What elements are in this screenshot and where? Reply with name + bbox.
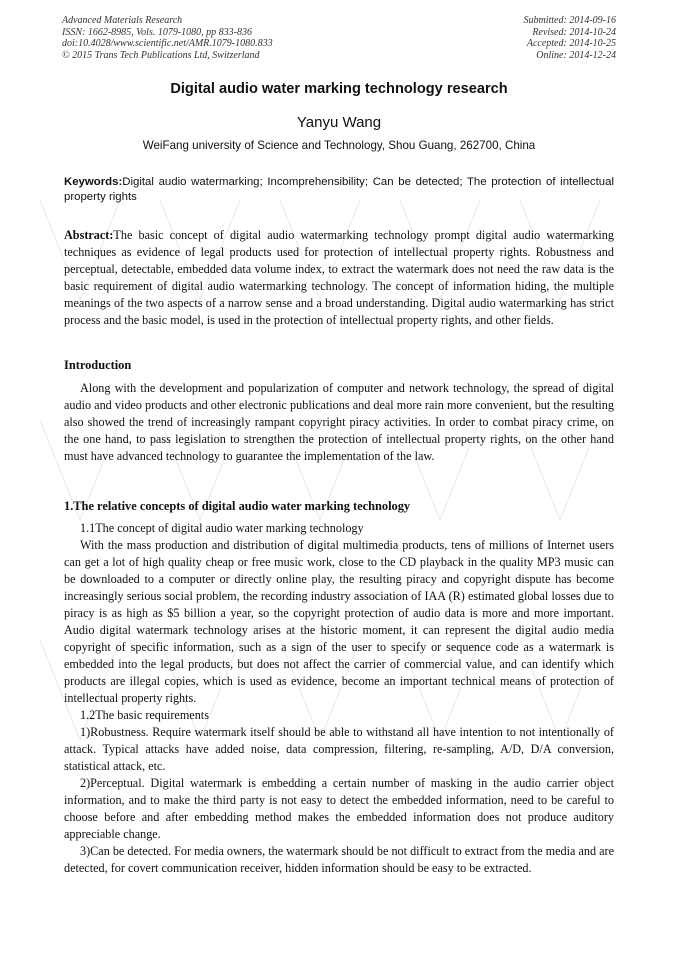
keywords-block [64,175,614,204]
online-date: Online: 2014-12-24 [536,49,616,61]
subsection-1-1-paragraph: With the mass production and distribution of digital multimedia products, tens of millions of Internet users can get a lot of high quality cheap or free music work, close to the CD playback in the quality MP3 music can be downloaded to a computer or directly online play, the resulting piracy and copyright dispute has become increasingly serious social problem, the recording industry association of IAA (R) estimated global losses due to piracy is as high as $5 billion a year, so the copyright protection of audio data is more and more important. Audio digital watermark technology arises at the historic moment, it can represent the digital audio media copyright of specific information, such as a sign of the user to specify or sequence code as a watermark is embedded into the legal products, but does not affect the carrier of commercial value, and can identify which products are illegal copies, which is used as evidence, become an important technical means of protection of intellectual property rights. [64,538,614,705]
requirement-robustness: 1)Robustness. Require watermark itself should be able to withstand all have intention to not intentionally of attack. Typical attacks have added noise, data compression, filtering, re-sampling, A/D, D/A conversion, statistical attack, etc. [64,725,614,773]
author-name: Yanyu Wang [296,114,382,131]
abstract-text: The basic concept of digital audio watermarking technology prompt digital audio watermarking techniques as evidence of legal products used for protection of intellectual property rights. Robustness and perceptual, detectable, embedded data volume index, to extract the watermark does not need the raw data is the basic requirement of digital audio watermarking technology. The concept of information hiding, the multiple meanings of the two aspects of a narrow sense and a broad understanding. Digital audio watermarking has strict process and the basic model, is used in the protection of intellectual property rights, and other fields. [64,228,614,327]
accepted-date: Accepted: 2014-10-25 [526,38,616,49]
paper-title: Digital audio water marking technology research [170,81,508,97]
author-affiliation: WeiFang university of Science and Technology, Shou Guang, 262700, China [142,139,536,152]
section1-body [64,520,614,877]
submitted-date: Submitted: 2014-09-16 [523,15,616,26]
section1-heading: 1.The relative concepts of digital audio water marking technology [64,499,411,513]
introduction-body [64,380,614,465]
copyright-line: © 2015 Trans Tech Publications Ltd, Switzerland [62,49,260,61]
introduction-heading: Introduction [64,358,132,372]
header-left [62,15,273,61]
subsection-1-1-title: 1.1The concept of digital audio water marking technology [80,521,364,535]
requirement-detectable: 3)Can be detected. For media owners, the watermark should be not difficult to extract from the media and are detected, for covert communication receiver, hidden information should be easy to be extracted. [64,844,614,875]
revised-date: Revised: 2014-10-24 [532,26,616,38]
journal-name: Advanced Materials Research [62,15,183,26]
abstract-label: Abstract: [64,228,114,242]
doi-line: doi:10.4028/www.scientific.net/AMR.1079-1080.833 [62,38,273,49]
introduction-paragraph: Along with the development and popularization of computer and network technology, the spread of digital audio and video products and other electronic publications and deal more rain more convenient, but the resulting also showed the trend of increasingly rampant copyright piracy activities. In order to combat piracy crime, on the one hand, to pass legislation to strengthen the protection of intellectual property rights, on the other hand must have advanced technology to guarantee the implementation of the law. [64,381,614,463]
keywords-label: Keywords: [64,176,123,188]
subsection-1-2-title: 1.2The basic requirements [80,708,209,722]
abstract-block [64,227,614,329]
header-right [524,15,617,61]
keywords-text: Digital audio watermarking; Incomprehensibility; Can be detected; The protection of intellectual property rights [64,176,614,203]
issn-line: ISSN: 1662-8985, Vols. 1079-1080, pp 833-836 [62,26,252,38]
requirement-perceptual: 2)Perceptual. Digital watermark is embedding a certain number of masking in the audio carrier object information, and to make the third party is not easy to detect the embedded information, need to be careful to choose before and after embedding method makes the embedded information does not produce auditory appreciable change. [64,776,614,841]
